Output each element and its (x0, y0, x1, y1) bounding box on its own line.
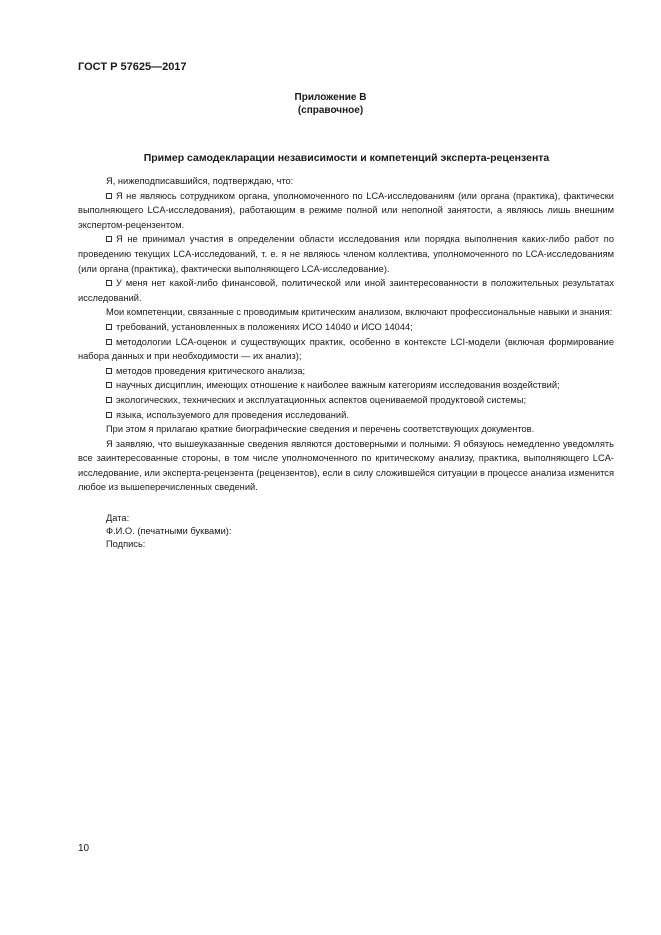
paragraph-text: экологических, технических и эксплуатационных аспектов оцениваемой продуктовой системы; (116, 394, 527, 405)
paragraph-text: Я заявляю, что вышеуказанные сведения являются достоверными и полными. Я обязуюсь немедленно уведомлять все заинтересованные стороны, в том числе уполномоченного по критическому анализу, практика, выполняющего LCA-исследование, или эксперта-рецензента (рецензентов), если в силу сложившейся ситуации в процессе анализа изменится любое из вышеперечисленных сведений. (78, 438, 614, 493)
declaration-body (78, 174, 614, 495)
checkbox-square-icon[interactable] (106, 193, 112, 199)
signature-date: Дата: (106, 513, 130, 523)
paragraph-text: Я, нижеподписавшийся, подтверждаю, что: (106, 176, 294, 186)
paragraph (78, 174, 614, 189)
checkbox-square-icon[interactable] (106, 368, 112, 374)
paragraph-text: методов проведения критического анализа; (116, 365, 306, 376)
checkbox-square-icon[interactable] (106, 236, 112, 242)
checkbox-paragraph (78, 232, 614, 276)
paragraph (78, 437, 614, 495)
paragraph-text: У меня нет какой-либо финансовой, политической или иной заинтересованности в положительных результатах исследований. (78, 278, 614, 303)
checkbox-paragraph (78, 189, 614, 233)
checkbox-paragraph (78, 364, 614, 379)
paragraph-text: Мои компетенции, связанные с проводимым критическим анализом, включают профессиональные навыки и знания: (106, 307, 613, 318)
page-number: 10 (78, 843, 90, 854)
checkbox-paragraph (78, 408, 614, 423)
checkbox-paragraph (78, 276, 614, 305)
paragraph-text: языка, используемого для проведения исследований. (116, 409, 349, 420)
checkbox-paragraph (78, 378, 614, 393)
paragraph-text: методологии LCA-оценок и существующих практик, особенно в контексте LCI-модели (включая формирование набора данных и при необходимости — их анализ); (78, 336, 614, 362)
checkbox-paragraph (78, 393, 614, 408)
paragraph-text: требований, установленных в положениях ИСО 14040 и ИСО 14044; (116, 321, 413, 332)
checkbox-paragraph (78, 335, 614, 364)
standard-header: ГОСТ Р 57625—2017 (78, 61, 187, 73)
checkbox-square-icon[interactable] (106, 382, 112, 388)
checkbox-square-icon[interactable] (106, 339, 112, 345)
checkbox-paragraph (78, 320, 614, 335)
paragraph-text: научных дисциплин, имеющих отношение к наиболее важным категориям исследования воздействий; (116, 380, 560, 391)
checkbox-square-icon[interactable] (106, 324, 112, 330)
appendix-type: (справочное) (297, 105, 364, 116)
paragraph-text: Я не принимал участия в определении области исследования или порядка выполнения каких-либо работ по проведению текущих LCA-исследований, т. е. я не являюсь членом коллектива, уполномоченного по LCA-исследованиям (или органа (практика), фактически выполняющего LCA-исследование). (78, 234, 614, 274)
checkbox-square-icon[interactable] (106, 280, 112, 286)
paragraph (78, 305, 614, 320)
checkbox-square-icon[interactable] (106, 412, 112, 418)
paragraph-text: При этом я прилагаю краткие биографические сведения и перечень соответствующих документов. (106, 424, 535, 435)
signature-sign: Подпись: (106, 539, 146, 549)
checkbox-square-icon[interactable] (106, 397, 112, 403)
paragraph (78, 422, 614, 437)
appendix-label: Приложение В (294, 92, 367, 103)
paragraph-text: Я не являюсь сотрудником органа, уполномоченного по LCA-исследованиям (или органа (практика), фактически выполняющего LCA-исследования), работающим в режиме полной или неполной занятости, а являюсь лишь внешним экспертом-рецензентом. (78, 190, 614, 230)
signature-name: Ф.И.О. (печатными буквами): (106, 526, 232, 536)
document-title: Пример самодекларации независимости и компетенций эксперта-рецензента (143, 152, 550, 164)
